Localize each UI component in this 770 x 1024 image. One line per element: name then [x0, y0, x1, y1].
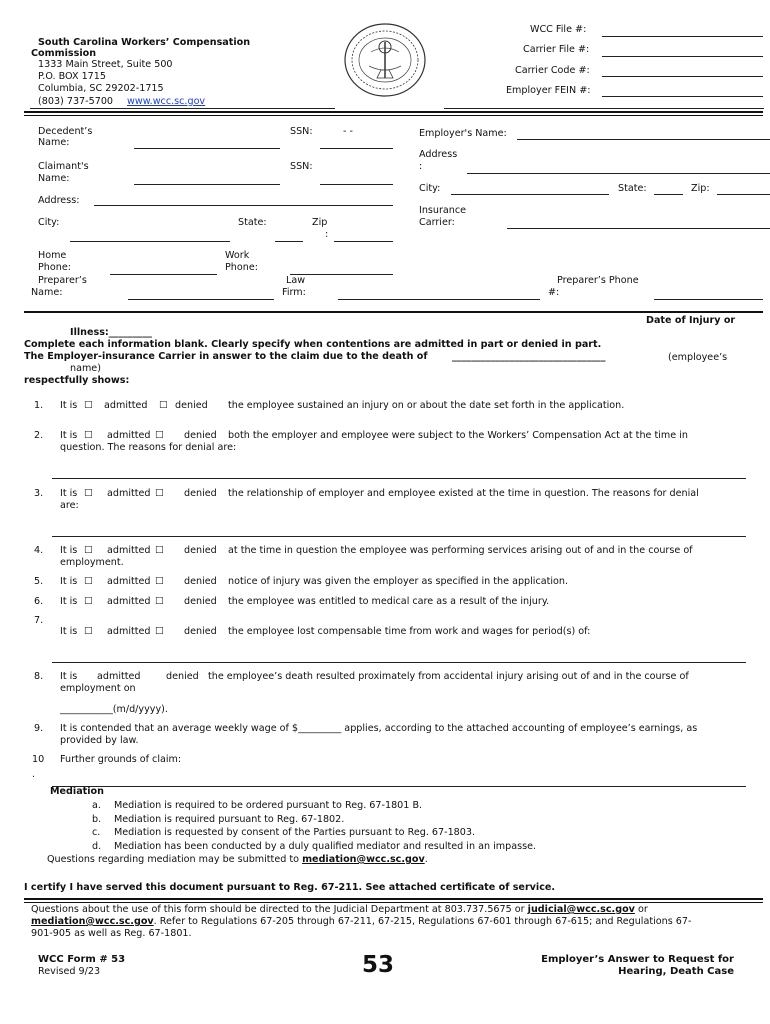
- claimant-name-label: Claimant's: [38, 161, 89, 172]
- item-number: 4.: [34, 545, 44, 556]
- admit-checkbox-6[interactable]: ☐: [84, 596, 93, 607]
- item-number: 7.: [34, 615, 44, 626]
- home-phone-label: Home: [38, 250, 67, 261]
- admit-checkbox-5[interactable]: ☐: [84, 576, 93, 587]
- item-3-reason-input[interactable]: [52, 524, 746, 537]
- item-10-grounds-input[interactable]: [52, 774, 746, 787]
- decedent-name-label: Decedent’s: [38, 126, 93, 137]
- employee-name-blank[interactable]: ________________________________: [452, 351, 606, 362]
- denied-label: denied: [184, 576, 217, 587]
- deny-checkbox-6[interactable]: ☐: [155, 596, 164, 607]
- law-firm-label: Law: [286, 275, 306, 286]
- admit-checkbox-7[interactable]: ☐: [84, 626, 93, 637]
- decedent-name-input[interactable]: [134, 136, 280, 149]
- decedent-name-label-2: Name:: [38, 137, 70, 148]
- state-label: State:: [238, 217, 267, 228]
- admitted-label[interactable]: admitted: [97, 671, 141, 682]
- law-firm-input[interactable]: [338, 287, 540, 300]
- footer-questions-line-3: 901-905 as well as Reg. 67-1801.: [31, 928, 192, 939]
- item-number: 8.: [34, 671, 44, 682]
- employer-address-label: Address: [419, 149, 458, 160]
- item-8-text: the employee’s death resulted proximately from accidental injury arising out of and in the course of: [208, 671, 689, 682]
- work-phone-label-2: Phone:: [225, 262, 258, 273]
- preparer-name-input[interactable]: [128, 287, 274, 300]
- agency-address-1: 1333 Main Street, Suite 500: [38, 59, 173, 70]
- carrier-code-input[interactable]: [602, 64, 763, 77]
- employee-label: (employee’s: [668, 352, 728, 363]
- mediation-b-text: Mediation is required pursuant to Reg. 67-1802.: [114, 814, 345, 825]
- city-label: City:: [38, 217, 60, 228]
- item-8-date-blank[interactable]: ___________(m/d/yyyy).: [60, 704, 168, 715]
- employer-city-label: City:: [419, 183, 441, 194]
- form-title-line-2: Hearing, Death Case: [618, 966, 734, 977]
- employer-name-input[interactable]: [517, 127, 770, 140]
- mediation-questions-text: Questions regarding mediation may be submitted to: [47, 854, 299, 865]
- preparer-phone-label-2: #:: [548, 287, 560, 298]
- deny-checkbox-3[interactable]: ☐: [155, 488, 164, 499]
- website-link[interactable]: www.wcc.sc.gov: [127, 96, 206, 107]
- item-number: 6.: [34, 596, 44, 607]
- name-label: name): [70, 363, 101, 374]
- preparer-phone-input[interactable]: [654, 287, 763, 300]
- preparer-name-label-2: Name:: [31, 287, 63, 298]
- mediation-email-footer-link[interactable]: mediation@wcc.sc.gov: [31, 916, 154, 927]
- insurance-carrier-input[interactable]: [507, 216, 770, 229]
- it-is-label: It is: [60, 626, 78, 637]
- admitted-label: admitted: [104, 400, 148, 411]
- item-3-text: the relationship of employer and employee existed at the time in question. The reasons for denial: [228, 488, 699, 499]
- denied-label: denied: [175, 400, 208, 411]
- item-8-text-cont: employment on: [60, 683, 136, 694]
- agency-address-2: P.O. BOX 1715: [38, 71, 106, 82]
- item-2-text: both the employer and employee were subject to the Workers’ Compensation Act at the time in: [228, 430, 688, 441]
- work-phone-input[interactable]: [290, 262, 393, 275]
- item-number: 10: [32, 754, 45, 765]
- deny-checkbox-1[interactable]: ☐: [159, 400, 168, 411]
- admitted-label: admitted: [107, 545, 151, 556]
- law-firm-label-2: Firm:: [282, 287, 306, 298]
- footer-regulations-text: . Refer to Regulations 67-205 through 67-211, 67-215, Regulations 67-601 through 67-615; and Regulations 67-: [153, 916, 692, 927]
- instruction-text: Complete each information blank. Clearly specify when contentions are admitted in part or denied in part.: [24, 339, 602, 350]
- admitted-label: admitted: [107, 596, 151, 607]
- item-number: 3.: [34, 488, 44, 499]
- mediation-title: Mediation: [50, 786, 104, 797]
- employer-state-input[interactable]: [654, 182, 683, 195]
- insurance-carrier-label: Insurance: [419, 205, 467, 216]
- it-is-label: It is: [60, 488, 78, 499]
- form-title-line-1: Employer’s Answer to Request for: [541, 954, 734, 965]
- certify-statement: I certify I have served this document pursuant to Reg. 67-211. See attached certificate of service.: [24, 882, 556, 893]
- item-4-text: at the time in question the employee was performing services arising out of and in the course of: [228, 545, 693, 556]
- admitted-label: admitted: [107, 488, 151, 499]
- employer-state-label: State:: [618, 183, 647, 194]
- item-1-text: the employee sustained an injury on or about the date set forth in the application.: [228, 400, 625, 411]
- illness-label: Illness:_________: [70, 327, 152, 338]
- admitted-label: admitted: [107, 576, 151, 587]
- admitted-label: admitted: [107, 626, 151, 637]
- section-divider: [24, 311, 763, 313]
- item-2-text-cont: question. The reasons for denial are:: [60, 442, 237, 453]
- preparer-phone-label: Preparer’s Phone: [557, 275, 639, 286]
- item-7-period-input[interactable]: [52, 650, 746, 663]
- work-phone-label: Work: [225, 250, 250, 261]
- state-seal-icon: [343, 22, 427, 98]
- item-7-text: the employee lost compensable time from work and wages for period(s) of:: [228, 626, 591, 637]
- claimant-name-input[interactable]: [134, 172, 280, 185]
- header-divider-thin: [24, 115, 763, 116]
- agency-name: South Carolina Workers’ Compensation: [38, 37, 251, 48]
- carrier-file-input[interactable]: [602, 44, 763, 57]
- judicial-email-link[interactable]: judicial@wcc.sc.gov: [527, 904, 635, 915]
- employer-zip-label: Zip:: [691, 183, 710, 194]
- ssn-dashes: - -: [343, 126, 353, 137]
- item-number: 1.: [34, 400, 44, 411]
- zip-label-colon: :: [325, 229, 329, 240]
- admitted-label: admitted: [107, 430, 151, 441]
- answer-prefix: The Employer-insurance Carrier in answer to the claim due to the death of: [24, 351, 428, 362]
- mediation-a-text: Mediation is required to be ordered pursuant to Reg. 67-1801 B.: [114, 800, 423, 811]
- deny-checkbox-5[interactable]: ☐: [155, 576, 164, 587]
- zip-input[interactable]: [334, 229, 393, 242]
- mediation-questions: [47, 854, 428, 865]
- footer-questions-text: Questions about the use of this form should be directed to the Judicial Department at 803.737.5675 or: [31, 904, 525, 915]
- admit-checkbox-4[interactable]: ☐: [84, 545, 93, 556]
- item-6-text: the employee was entitled to medical care as a result of the injury.: [228, 596, 550, 607]
- footer-divider: [24, 898, 763, 900]
- admit-checkbox-3[interactable]: ☐: [84, 488, 93, 499]
- item-number: 2.: [34, 430, 44, 441]
- carrier-file-label: Carrier File #:: [523, 44, 590, 55]
- item-number-dot: .: [32, 769, 36, 780]
- deny-checkbox-4[interactable]: ☐: [155, 545, 164, 556]
- mediation-d-text: Mediation has been conducted by a duly qualified mediator and resulted in an impasse.: [114, 841, 537, 852]
- decedent-ssn-input[interactable]: [320, 136, 393, 149]
- agency-address-3: Columbia, SC 29202-1715: [38, 83, 164, 94]
- wcc-file-label: WCC File #:: [530, 24, 587, 35]
- mediation-c-text: Mediation is requested by consent of the Parties pursuant to Reg. 67-1803.: [114, 827, 476, 838]
- it-is-label: It is: [60, 430, 78, 441]
- footer-questions-line-2: [31, 916, 691, 927]
- mediation-b-mark: b.: [92, 814, 102, 825]
- home-phone-label-2: Phone:: [38, 262, 71, 273]
- date-injury-label: Date of Injury or: [646, 315, 736, 326]
- deny-checkbox-7[interactable]: ☐: [155, 626, 164, 637]
- denied-label: denied: [184, 488, 217, 499]
- form-big-number: 53: [362, 952, 395, 978]
- admit-checkbox-2[interactable]: ☐: [84, 430, 93, 441]
- it-is-label: It is: [60, 400, 78, 411]
- claimant-ssn-input[interactable]: [320, 172, 393, 185]
- denied-label: denied: [184, 545, 217, 556]
- it-is-label: It is: [60, 576, 78, 587]
- denied-label: denied: [184, 596, 217, 607]
- item-number: 9.: [34, 723, 44, 734]
- respectfully-shows: respectfully shows:: [24, 375, 130, 386]
- item-4-text-cont: employment.: [60, 557, 124, 568]
- header-underline: [30, 108, 335, 109]
- item-10-text: Further grounds of claim:: [60, 754, 182, 765]
- footer-questions-line-1: [31, 904, 648, 915]
- claimant-ssn-label: SSN:: [290, 161, 313, 172]
- employer-fein-input[interactable]: [602, 84, 763, 97]
- home-phone-input[interactable]: [110, 262, 217, 275]
- item-number: 5.: [34, 576, 44, 587]
- denied-label: denied: [184, 430, 217, 441]
- footer-divider-thin: [24, 902, 763, 903]
- employer-address-label-colon: :: [419, 161, 423, 172]
- employer-city-input[interactable]: [451, 182, 609, 195]
- city-input[interactable]: [70, 229, 230, 242]
- agency-phone: (803) 737-5700: [38, 96, 114, 107]
- it-is-label: It is: [60, 545, 78, 556]
- admit-checkbox-1[interactable]: ☐: [84, 400, 93, 411]
- item-2-reason-input[interactable]: [52, 466, 746, 479]
- header-underline-right: [444, 108, 764, 109]
- agency-name-cont: Commission: [31, 48, 97, 59]
- mediation-period: .: [424, 854, 428, 865]
- mediation-c-mark: c.: [92, 827, 101, 838]
- decedent-ssn-label: SSN:: [290, 126, 313, 137]
- preparer-name-label: Preparer’s: [38, 275, 87, 286]
- mediation-d-mark: d.: [92, 841, 102, 852]
- employer-zip-input[interactable]: [717, 182, 770, 195]
- carrier-code-label: Carrier Code #:: [515, 65, 590, 76]
- revised-date: Revised 9/23: [38, 966, 101, 977]
- footer-or: or: [637, 904, 648, 915]
- item-9-text-cont: provided by law.: [60, 735, 139, 746]
- state-input[interactable]: [275, 229, 303, 242]
- insurance-carrier-label-2: Carrier:: [419, 217, 455, 228]
- item-3-text-cont: are:: [60, 500, 79, 511]
- denied-label: denied: [184, 626, 217, 637]
- form-number: WCC Form # 53: [38, 954, 126, 965]
- denied-label[interactable]: denied: [166, 671, 199, 682]
- zip-label: Zip: [312, 217, 328, 228]
- item-5-text: notice of injury was given the employer as specified in the application.: [228, 576, 569, 587]
- mediation-a-mark: a.: [92, 800, 101, 811]
- it-is-label: It is: [60, 671, 78, 682]
- deny-checkbox-2[interactable]: ☐: [155, 430, 164, 441]
- employer-fein-label: Employer FEIN #:: [506, 85, 591, 96]
- employer-address-input[interactable]: [467, 161, 770, 174]
- header-divider: [24, 111, 763, 113]
- employer-name-label: Employer's Name:: [419, 128, 507, 139]
- item-9-text: It is contended that an average weekly wage of $_________ applies, according to the attached accounting of employee’s earnings, as: [60, 723, 698, 734]
- it-is-label: It is: [60, 596, 78, 607]
- mediation-email-link[interactable]: mediation@wcc.sc.gov: [302, 854, 425, 865]
- address-input[interactable]: [94, 193, 393, 206]
- address-label: Address:: [38, 195, 80, 206]
- wcc-file-input[interactable]: [602, 24, 763, 37]
- claimant-name-label-2: Name:: [38, 173, 70, 184]
